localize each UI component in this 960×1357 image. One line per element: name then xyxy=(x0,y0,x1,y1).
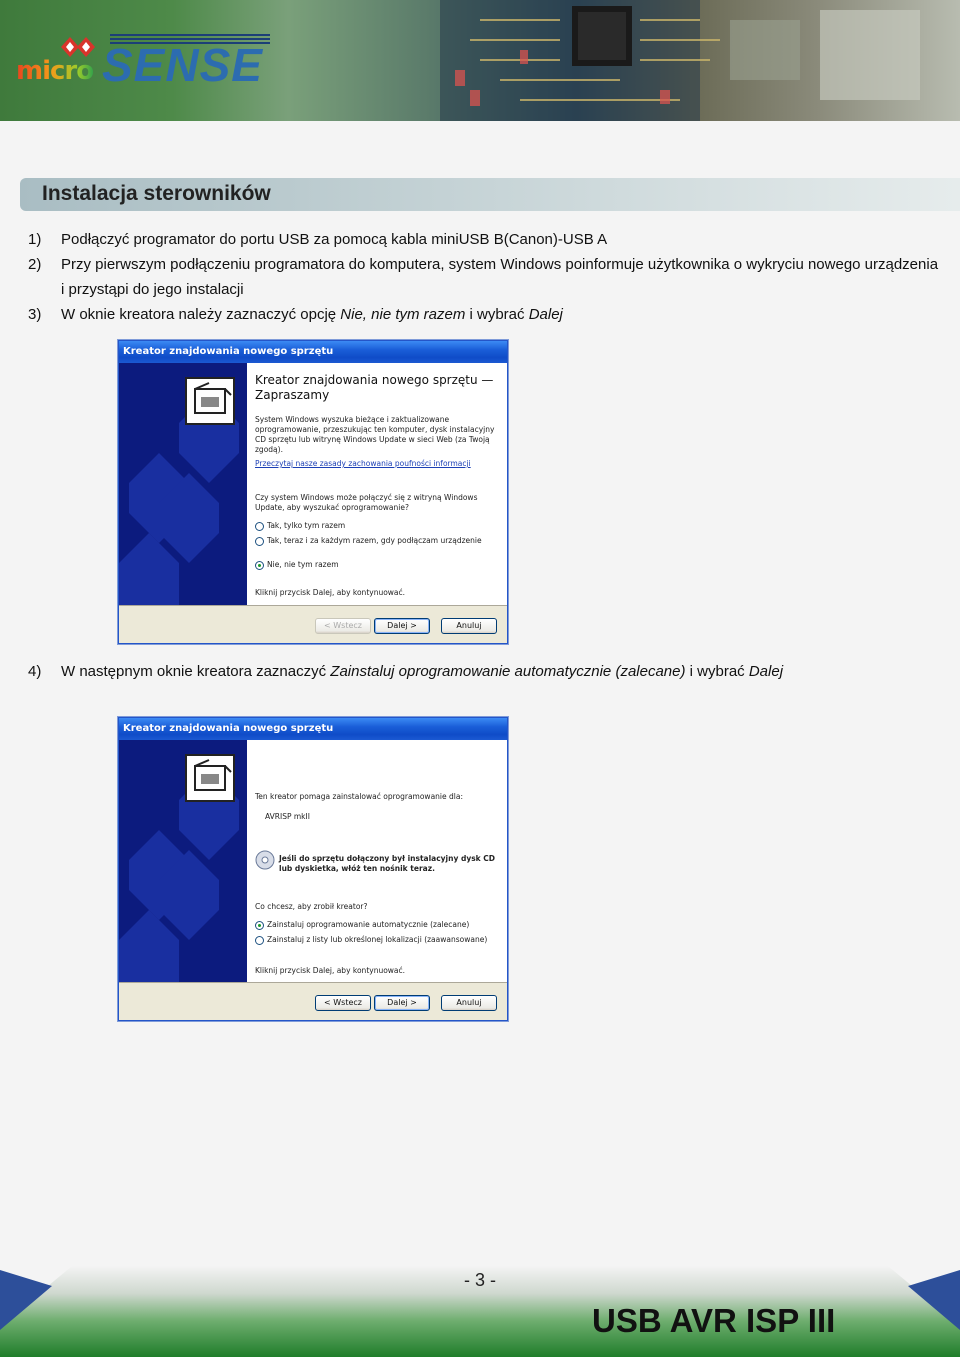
logo-sense-text: SENSE xyxy=(102,39,263,91)
wizard-heading: Kreator znajdowania nowego sprzętu — Zapraszamy xyxy=(255,373,494,402)
dialog-titlebar xyxy=(119,718,507,740)
step-number: 3) xyxy=(28,306,42,323)
radio-button-selected-icon[interactable] xyxy=(255,561,264,570)
product-name: USB AVR ISP III xyxy=(592,1302,836,1339)
radio-button-icon[interactable] xyxy=(255,522,264,531)
privacy-link-wrap xyxy=(255,459,499,469)
step-number: 4) xyxy=(28,663,42,680)
radio-button-icon[interactable] xyxy=(255,537,264,546)
step-text: W następnym oknie kreatora zaznaczyć Zainstaluj oprogramowanie automatycznie (zalecane) i wybrać Dalej xyxy=(61,663,784,680)
hardware-wizard-icon xyxy=(185,377,235,425)
radio-button-icon[interactable] xyxy=(255,936,264,945)
cancel-button[interactable]: Anuluj xyxy=(441,618,497,634)
wizard-button-bar xyxy=(119,982,507,1020)
back-button[interactable]: < Wstecz xyxy=(315,618,371,634)
next-button[interactable]: Dalej > xyxy=(374,995,430,1011)
privacy-policy-link[interactable]: Przeczytaj nasze zasady zachowania poufności informacji xyxy=(255,459,471,468)
continue-instruction: Kliknij przycisk Dalej, aby kontynuować. xyxy=(255,966,406,975)
section-title: Instalacja sterowników xyxy=(42,182,271,205)
step-number: 1) xyxy=(28,231,42,248)
dialog-title: Kreator znajdowania nowego sprzętu xyxy=(123,723,334,734)
wizard-side-banner xyxy=(119,363,247,605)
hardware-wizard-icon xyxy=(185,754,235,802)
next-button[interactable]: Dalej > xyxy=(374,618,430,634)
wizard-dialog-welcome xyxy=(118,340,508,644)
device-name: AVRISP mkII xyxy=(265,812,310,821)
wizard-side-banner xyxy=(119,740,247,982)
cancel-button[interactable]: Anuluj xyxy=(441,995,497,1011)
company-logo xyxy=(16,32,272,92)
step-text: Podłączyć programator do portu USB za pomocą kabla miniUSB B(Canon)-USB A xyxy=(61,231,608,248)
radio-button-selected-icon[interactable] xyxy=(255,921,264,930)
radio-install-automatic[interactable]: Zainstaluj oprogramowanie automatycznie (zalecane) xyxy=(255,920,469,930)
cd-disc-icon xyxy=(255,850,275,870)
wizard-question: Co chcesz, aby zrobił kreator? xyxy=(255,902,368,911)
radio-no-not-this-time[interactable]: Nie, nie tym razem xyxy=(255,560,339,570)
wizard-content xyxy=(247,740,507,982)
dialog-titlebar xyxy=(119,341,507,363)
wizard-intro: Ten kreator pomaga zainstalować oprogramowanie dla: xyxy=(255,792,463,801)
wizard-description: System Windows wyszuka bieżące i zaktualizowane oprogramowanie, przeszukując ten komputer, dysk instalacyjny CD sprzętu lub witrynę Windows Update w sieci Web (za Twoją zgodą). xyxy=(255,415,495,454)
wizard-dialog-install xyxy=(118,717,508,1021)
cd-insert-note: Jeśli do sprzętu dołączony był instalacyjny dysk CD lub dyskietka, włóż ten nośnik teraz. xyxy=(279,854,496,873)
back-button[interactable]: < Wstecz xyxy=(315,995,371,1011)
radio-yes-always[interactable]: Tak, teraz i za każdym razem, gdy podłączam urządzenie xyxy=(255,536,482,546)
step-text: Przy pierwszym podłączeniu programatora do komputera, system Windows poinformuje użytkownika o wykryciu nowego urządzenia i przystąpi do jego instalacji xyxy=(61,256,939,298)
step-number: 2) xyxy=(28,256,42,273)
radio-yes-this-time[interactable]: Tak, tylko tym razem xyxy=(255,521,345,531)
logo-micro-text: micro xyxy=(16,56,94,86)
step-text: W oknie kreatora należy zaznaczyć opcję Nie, nie tym razem i wybrać Dalej xyxy=(61,306,563,323)
dialog-title: Kreator znajdowania nowego sprzętu xyxy=(123,346,334,357)
wizard-button-bar xyxy=(119,605,507,643)
logo-diamond-icon xyxy=(60,36,100,58)
wizard-content xyxy=(247,363,507,605)
header-banner xyxy=(0,0,960,121)
continue-instruction: Kliknij przycisk Dalej, aby kontynuować. xyxy=(255,588,406,597)
page-number: - 3 - xyxy=(463,1270,496,1290)
wizard-question: Czy system Windows może połączyć się z witryną Windows Update, aby wyszukać oprogramowanie? xyxy=(255,493,478,512)
section-heading-bar xyxy=(20,178,960,211)
radio-install-from-list[interactable]: Zainstaluj z listy lub określonej lokalizacji (zaawansowane) xyxy=(255,935,487,945)
